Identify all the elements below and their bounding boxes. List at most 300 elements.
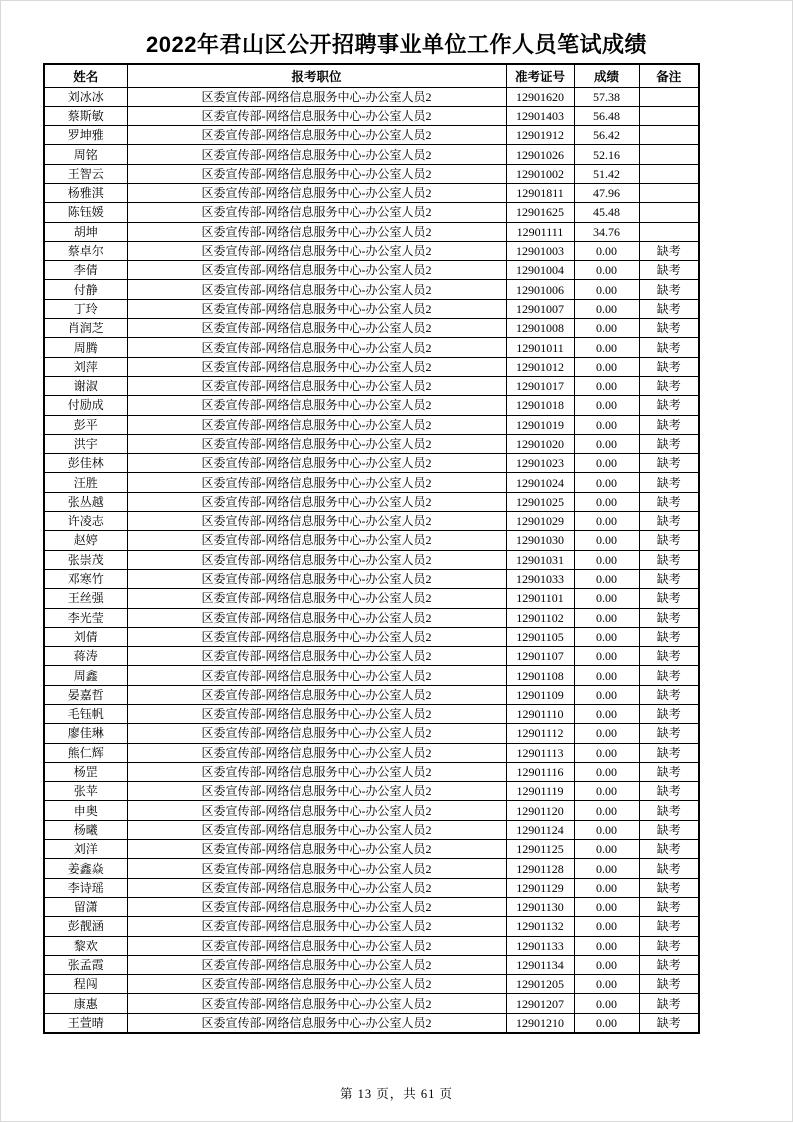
score-cell: 0.00 <box>574 569 639 588</box>
score-cell: 0.00 <box>574 280 639 299</box>
ticket-cell: 12901133 <box>506 936 574 955</box>
position-cell: 区委宣传部-网络信息服务中心-办公室人员2 <box>127 87 506 106</box>
name-cell: 张苹 <box>44 782 127 801</box>
score-cell: 0.00 <box>574 917 639 936</box>
note-cell: 缺考 <box>639 608 699 627</box>
score-cell: 0.00 <box>574 376 639 395</box>
note-cell: 缺考 <box>639 241 699 260</box>
note-cell: 缺考 <box>639 415 699 434</box>
table-row <box>44 492 699 511</box>
name-cell: 程闯 <box>44 975 127 994</box>
position-cell: 区委宣传部-网络信息服务中心-办公室人员2 <box>127 917 506 936</box>
name-cell: 邓寒竹 <box>44 569 127 588</box>
name-cell: 黎欢 <box>44 936 127 955</box>
position-cell: 区委宣传部-网络信息服务中心-办公室人员2 <box>127 512 506 531</box>
position-cell: 区委宣传部-网络信息服务中心-办公室人员2 <box>127 955 506 974</box>
note-cell: 缺考 <box>639 685 699 704</box>
name-cell: 付静 <box>44 280 127 299</box>
ticket-cell: 12901125 <box>506 840 574 859</box>
ticket-cell: 12901023 <box>506 454 574 473</box>
score-cell: 56.42 <box>574 126 639 145</box>
ticket-cell: 12901031 <box>506 550 574 569</box>
table-row <box>44 917 699 936</box>
table-row <box>44 396 699 415</box>
note-cell: 缺考 <box>639 801 699 820</box>
name-cell: 周铭 <box>44 145 127 164</box>
table-row <box>44 338 699 357</box>
name-cell: 彭佳林 <box>44 454 127 473</box>
note-cell: 缺考 <box>639 589 699 608</box>
score-cell: 0.00 <box>574 666 639 685</box>
position-cell: 区委宣传部-网络信息服务中心-办公室人员2 <box>127 762 506 781</box>
position-cell: 区委宣传部-网络信息服务中心-办公室人员2 <box>127 183 506 202</box>
table-row <box>44 705 699 724</box>
position-cell: 区委宣传部-网络信息服务中心-办公室人员2 <box>127 820 506 839</box>
note-cell: 缺考 <box>639 994 699 1013</box>
note-cell: 缺考 <box>639 724 699 743</box>
score-cell: 57.38 <box>574 87 639 106</box>
position-cell: 区委宣传部-网络信息服务中心-办公室人员2 <box>127 608 506 627</box>
name-cell: 刘倩 <box>44 627 127 646</box>
ticket-cell: 12901017 <box>506 376 574 395</box>
score-cell: 47.96 <box>574 183 639 202</box>
table-row <box>44 724 699 743</box>
score-cell: 0.00 <box>574 357 639 376</box>
position-cell: 区委宣传部-网络信息服务中心-办公室人员2 <box>127 241 506 260</box>
note-cell <box>639 87 699 106</box>
note-cell: 缺考 <box>639 859 699 878</box>
ticket-cell: 12901020 <box>506 434 574 453</box>
position-cell: 区委宣传部-网络信息服务中心-办公室人员2 <box>127 222 506 241</box>
table-row <box>44 164 699 183</box>
name-cell: 申奥 <box>44 801 127 820</box>
score-cell: 0.00 <box>574 878 639 897</box>
position-cell: 区委宣传部-网络信息服务中心-办公室人员2 <box>127 724 506 743</box>
ticket-cell: 12901105 <box>506 627 574 646</box>
ticket-cell: 12901120 <box>506 801 574 820</box>
position-cell: 区委宣传部-网络信息服务中心-办公室人员2 <box>127 145 506 164</box>
header-position: 报考职位 <box>127 64 506 87</box>
table-row <box>44 203 699 222</box>
table-row <box>44 357 699 376</box>
name-cell: 周鑫 <box>44 666 127 685</box>
note-cell: 缺考 <box>639 319 699 338</box>
ticket-cell: 12901132 <box>506 917 574 936</box>
score-cell: 0.00 <box>574 492 639 511</box>
table-row <box>44 473 699 492</box>
position-cell: 区委宣传部-网络信息服务中心-办公室人员2 <box>127 801 506 820</box>
position-cell: 区委宣传部-网络信息服务中心-办公室人员2 <box>127 338 506 357</box>
score-cell: 0.00 <box>574 820 639 839</box>
name-cell: 康惠 <box>44 994 127 1013</box>
name-cell: 廖佳琳 <box>44 724 127 743</box>
score-cell: 0.00 <box>574 415 639 434</box>
note-cell: 缺考 <box>639 550 699 569</box>
position-cell: 区委宣传部-网络信息服务中心-办公室人员2 <box>127 685 506 704</box>
position-cell: 区委宣传部-网络信息服务中心-办公室人员2 <box>127 859 506 878</box>
position-cell: 区委宣传部-网络信息服务中心-办公室人员2 <box>127 415 506 434</box>
note-cell: 缺考 <box>639 975 699 994</box>
table-row <box>44 319 699 338</box>
ticket-cell: 12901003 <box>506 241 574 260</box>
position-cell: 区委宣传部-网络信息服务中心-办公室人员2 <box>127 647 506 666</box>
name-cell: 张孟霞 <box>44 955 127 974</box>
note-cell: 缺考 <box>639 299 699 318</box>
ticket-cell: 12901119 <box>506 782 574 801</box>
position-cell: 区委宣传部-网络信息服务中心-办公室人员2 <box>127 454 506 473</box>
note-cell: 缺考 <box>639 955 699 974</box>
name-cell: 李光莹 <box>44 608 127 627</box>
ticket-cell: 12901007 <box>506 299 574 318</box>
name-cell: 晏嘉哲 <box>44 685 127 704</box>
ticket-cell: 12901019 <box>506 415 574 434</box>
score-cell: 0.00 <box>574 319 639 338</box>
position-cell: 区委宣传部-网络信息服务中心-办公室人员2 <box>127 126 506 145</box>
ticket-cell: 12901108 <box>506 666 574 685</box>
table-row <box>44 145 699 164</box>
table-row <box>44 106 699 125</box>
name-cell: 彭靓涵 <box>44 917 127 936</box>
note-cell: 缺考 <box>639 473 699 492</box>
name-cell: 王萱晴 <box>44 1013 127 1032</box>
note-cell: 缺考 <box>639 705 699 724</box>
score-cell: 45.48 <box>574 203 639 222</box>
table-row <box>44 936 699 955</box>
score-cell: 0.00 <box>574 936 639 955</box>
score-cell: 0.00 <box>574 724 639 743</box>
header-score: 成绩 <box>574 64 639 87</box>
ticket-cell: 12901008 <box>506 319 574 338</box>
table-row <box>44 550 699 569</box>
table-row <box>44 222 699 241</box>
score-cell: 34.76 <box>574 222 639 241</box>
table-row <box>44 820 699 839</box>
table-row <box>44 376 699 395</box>
score-cell: 0.00 <box>574 705 639 724</box>
name-cell: 杨曦 <box>44 820 127 839</box>
table-row <box>44 627 699 646</box>
score-cell: 0.00 <box>574 512 639 531</box>
ticket-cell: 12901024 <box>506 473 574 492</box>
position-cell: 区委宣传部-网络信息服务中心-办公室人员2 <box>127 1013 506 1032</box>
position-cell: 区委宣传部-网络信息服务中心-办公室人员2 <box>127 994 506 1013</box>
score-cell: 0.00 <box>574 454 639 473</box>
note-cell: 缺考 <box>639 743 699 762</box>
score-cell: 0.00 <box>574 840 639 859</box>
score-cell: 0.00 <box>574 1013 639 1032</box>
note-cell <box>639 222 699 241</box>
note-cell: 缺考 <box>639 627 699 646</box>
position-cell: 区委宣传部-网络信息服务中心-办公室人员2 <box>127 627 506 646</box>
score-cell: 0.00 <box>574 782 639 801</box>
table-row <box>44 454 699 473</box>
name-cell: 姜鑫焱 <box>44 859 127 878</box>
table-header-row <box>44 64 699 87</box>
ticket-cell: 12901030 <box>506 531 574 550</box>
note-cell: 缺考 <box>639 492 699 511</box>
position-cell: 区委宣传部-网络信息服务中心-办公室人员2 <box>127 396 506 415</box>
note-cell: 缺考 <box>639 762 699 781</box>
ticket-cell: 12901124 <box>506 820 574 839</box>
position-cell: 区委宣传部-网络信息服务中心-办公室人员2 <box>127 897 506 916</box>
table-row <box>44 859 699 878</box>
table-row <box>44 512 699 531</box>
score-cell: 51.42 <box>574 164 639 183</box>
table-row <box>44 762 699 781</box>
page-footer: 第 13 页，共 61 页 <box>339 1087 453 1101</box>
ticket-cell: 12901403 <box>506 106 574 125</box>
name-cell: 汪胜 <box>44 473 127 492</box>
ticket-cell: 12901210 <box>506 1013 574 1032</box>
note-cell: 缺考 <box>639 840 699 859</box>
position-cell: 区委宣传部-网络信息服务中心-办公室人员2 <box>127 203 506 222</box>
position-cell: 区委宣传部-网络信息服务中心-办公室人员2 <box>127 569 506 588</box>
table-row <box>44 261 699 280</box>
name-cell: 李诗瑶 <box>44 878 127 897</box>
name-cell: 王丝强 <box>44 589 127 608</box>
ticket-cell: 12901006 <box>506 280 574 299</box>
position-cell: 区委宣传部-网络信息服务中心-办公室人员2 <box>127 531 506 550</box>
ticket-cell: 12901029 <box>506 512 574 531</box>
name-cell: 肖润芝 <box>44 319 127 338</box>
score-cell: 0.00 <box>574 762 639 781</box>
table-row <box>44 589 699 608</box>
position-cell: 区委宣传部-网络信息服务中心-办公室人员2 <box>127 840 506 859</box>
position-cell: 区委宣传部-网络信息服务中心-办公室人员2 <box>127 299 506 318</box>
note-cell: 缺考 <box>639 434 699 453</box>
name-cell: 刘冰冰 <box>44 87 127 106</box>
ticket-cell: 12901625 <box>506 203 574 222</box>
ticket-cell: 12901912 <box>506 126 574 145</box>
position-cell: 区委宣传部-网络信息服务中心-办公室人员2 <box>127 357 506 376</box>
note-cell: 缺考 <box>639 512 699 531</box>
note-cell: 缺考 <box>639 454 699 473</box>
score-cell: 0.00 <box>574 550 639 569</box>
score-cell: 0.00 <box>574 261 639 280</box>
note-cell <box>639 106 699 125</box>
position-cell: 区委宣传部-网络信息服务中心-办公室人员2 <box>127 434 506 453</box>
position-cell: 区委宣传部-网络信息服务中心-办公室人员2 <box>127 106 506 125</box>
name-cell: 蔡斯敏 <box>44 106 127 125</box>
position-cell: 区委宣传部-网络信息服务中心-办公室人员2 <box>127 280 506 299</box>
score-cell: 0.00 <box>574 434 639 453</box>
position-cell: 区委宣传部-网络信息服务中心-办公室人员2 <box>127 666 506 685</box>
table-row <box>44 897 699 916</box>
name-cell: 刘萍 <box>44 357 127 376</box>
name-cell: 李倩 <box>44 261 127 280</box>
position-cell: 区委宣传部-网络信息服务中心-办公室人员2 <box>127 550 506 569</box>
position-cell: 区委宣传部-网络信息服务中心-办公室人员2 <box>127 376 506 395</box>
score-cell: 56.48 <box>574 106 639 125</box>
table-row <box>44 1013 699 1032</box>
position-cell: 区委宣传部-网络信息服务中心-办公室人员2 <box>127 261 506 280</box>
header-name: 姓名 <box>44 64 127 87</box>
score-cell: 0.00 <box>574 897 639 916</box>
score-cell: 0.00 <box>574 589 639 608</box>
position-cell: 区委宣传部-网络信息服务中心-办公室人员2 <box>127 743 506 762</box>
name-cell: 付励成 <box>44 396 127 415</box>
table-row <box>44 608 699 627</box>
score-cell: 0.00 <box>574 955 639 974</box>
table-row <box>44 743 699 762</box>
position-cell: 区委宣传部-网络信息服务中心-办公室人员2 <box>127 589 506 608</box>
note-cell: 缺考 <box>639 1013 699 1032</box>
ticket-cell: 12901205 <box>506 975 574 994</box>
score-cell: 0.00 <box>574 627 639 646</box>
name-cell: 刘洋 <box>44 840 127 859</box>
note-cell <box>639 145 699 164</box>
table-row <box>44 183 699 202</box>
note-cell: 缺考 <box>639 357 699 376</box>
score-cell: 0.00 <box>574 685 639 704</box>
results-table <box>43 63 700 1034</box>
position-cell: 区委宣传部-网络信息服务中心-办公室人员2 <box>127 878 506 897</box>
ticket-cell: 12901130 <box>506 897 574 916</box>
name-cell: 丁玲 <box>44 299 127 318</box>
note-cell: 缺考 <box>639 666 699 685</box>
note-cell: 缺考 <box>639 280 699 299</box>
ticket-cell: 12901207 <box>506 994 574 1013</box>
note-cell: 缺考 <box>639 897 699 916</box>
header-note: 备注 <box>639 64 699 87</box>
ticket-cell: 12901012 <box>506 357 574 376</box>
score-cell: 52.16 <box>574 145 639 164</box>
name-cell: 张崇茂 <box>44 550 127 569</box>
table-row <box>44 975 699 994</box>
table-row <box>44 878 699 897</box>
table-row <box>44 782 699 801</box>
ticket-cell: 12901111 <box>506 222 574 241</box>
score-cell: 0.00 <box>574 338 639 357</box>
position-cell: 区委宣传部-网络信息服务中心-办公室人员2 <box>127 164 506 183</box>
ticket-cell: 12901811 <box>506 183 574 202</box>
note-cell: 缺考 <box>639 782 699 801</box>
name-cell: 熊仁辉 <box>44 743 127 762</box>
name-cell: 杨罡 <box>44 762 127 781</box>
score-cell: 0.00 <box>574 473 639 492</box>
note-cell: 缺考 <box>639 878 699 897</box>
table-row <box>44 569 699 588</box>
ticket-cell: 12901109 <box>506 685 574 704</box>
ticket-cell: 12901113 <box>506 743 574 762</box>
table-row <box>44 280 699 299</box>
table-row <box>44 415 699 434</box>
name-cell: 毛钰帆 <box>44 705 127 724</box>
name-cell: 谢淑 <box>44 376 127 395</box>
position-cell: 区委宣传部-网络信息服务中心-办公室人员2 <box>127 319 506 338</box>
ticket-cell: 12901112 <box>506 724 574 743</box>
ticket-cell: 12901033 <box>506 569 574 588</box>
ticket-cell: 12901101 <box>506 589 574 608</box>
position-cell: 区委宣传部-网络信息服务中心-办公室人员2 <box>127 705 506 724</box>
note-cell <box>639 203 699 222</box>
ticket-cell: 12901110 <box>506 705 574 724</box>
position-cell: 区委宣传部-网络信息服务中心-办公室人员2 <box>127 492 506 511</box>
table-row <box>44 801 699 820</box>
note-cell: 缺考 <box>639 396 699 415</box>
results-table-body <box>44 87 699 1033</box>
ticket-cell: 12901102 <box>506 608 574 627</box>
score-cell: 0.00 <box>574 975 639 994</box>
table-row <box>44 955 699 974</box>
table-row <box>44 840 699 859</box>
table-row <box>44 434 699 453</box>
name-cell: 留潇 <box>44 897 127 916</box>
table-row <box>44 685 699 704</box>
header-ticket: 准考证号 <box>506 64 574 87</box>
ticket-cell: 12901025 <box>506 492 574 511</box>
table-row <box>44 241 699 260</box>
name-cell: 彭平 <box>44 415 127 434</box>
note-cell <box>639 183 699 202</box>
name-cell: 杨雅淇 <box>44 183 127 202</box>
table-row <box>44 666 699 685</box>
table-row <box>44 994 699 1013</box>
name-cell: 蒋涛 <box>44 647 127 666</box>
note-cell: 缺考 <box>639 820 699 839</box>
name-cell: 胡坤 <box>44 222 127 241</box>
table-row <box>44 126 699 145</box>
ticket-cell: 12901018 <box>506 396 574 415</box>
note-cell: 缺考 <box>639 261 699 280</box>
table-row <box>44 647 699 666</box>
position-cell: 区委宣传部-网络信息服务中心-办公室人员2 <box>127 936 506 955</box>
ticket-cell: 12901129 <box>506 878 574 897</box>
note-cell: 缺考 <box>639 531 699 550</box>
ticket-cell: 12901128 <box>506 859 574 878</box>
name-cell: 陈钰媛 <box>44 203 127 222</box>
note-cell: 缺考 <box>639 936 699 955</box>
table-row <box>44 531 699 550</box>
name-cell: 赵婷 <box>44 531 127 550</box>
note-cell <box>639 164 699 183</box>
score-cell: 0.00 <box>574 608 639 627</box>
position-cell: 区委宣传部-网络信息服务中心-办公室人员2 <box>127 782 506 801</box>
score-cell: 0.00 <box>574 994 639 1013</box>
name-cell: 罗坤雅 <box>44 126 127 145</box>
ticket-cell: 12901002 <box>506 164 574 183</box>
ticket-cell: 12901026 <box>506 145 574 164</box>
score-cell: 0.00 <box>574 531 639 550</box>
name-cell: 周腾 <box>44 338 127 357</box>
name-cell: 张丛越 <box>44 492 127 511</box>
note-cell <box>639 126 699 145</box>
ticket-cell: 12901134 <box>506 955 574 974</box>
name-cell: 王智云 <box>44 164 127 183</box>
table-row <box>44 87 699 106</box>
name-cell: 许凌志 <box>44 512 127 531</box>
score-cell: 0.00 <box>574 299 639 318</box>
score-cell: 0.00 <box>574 647 639 666</box>
score-cell: 0.00 <box>574 241 639 260</box>
name-cell: 蔡卓尔 <box>44 241 127 260</box>
page-title: 2022年君山区公开招聘事业单位工作人员笔试成绩 <box>146 32 647 57</box>
name-cell: 洪宇 <box>44 434 127 453</box>
position-cell: 区委宣传部-网络信息服务中心-办公室人员2 <box>127 975 506 994</box>
note-cell: 缺考 <box>639 338 699 357</box>
score-cell: 0.00 <box>574 859 639 878</box>
ticket-cell: 12901107 <box>506 647 574 666</box>
ticket-cell: 12901116 <box>506 762 574 781</box>
position-cell: 区委宣传部-网络信息服务中心-办公室人员2 <box>127 473 506 492</box>
score-cell: 0.00 <box>574 396 639 415</box>
note-cell: 缺考 <box>639 917 699 936</box>
score-cell: 0.00 <box>574 743 639 762</box>
note-cell: 缺考 <box>639 376 699 395</box>
score-cell: 0.00 <box>574 801 639 820</box>
ticket-cell: 12901620 <box>506 87 574 106</box>
ticket-cell: 12901004 <box>506 261 574 280</box>
